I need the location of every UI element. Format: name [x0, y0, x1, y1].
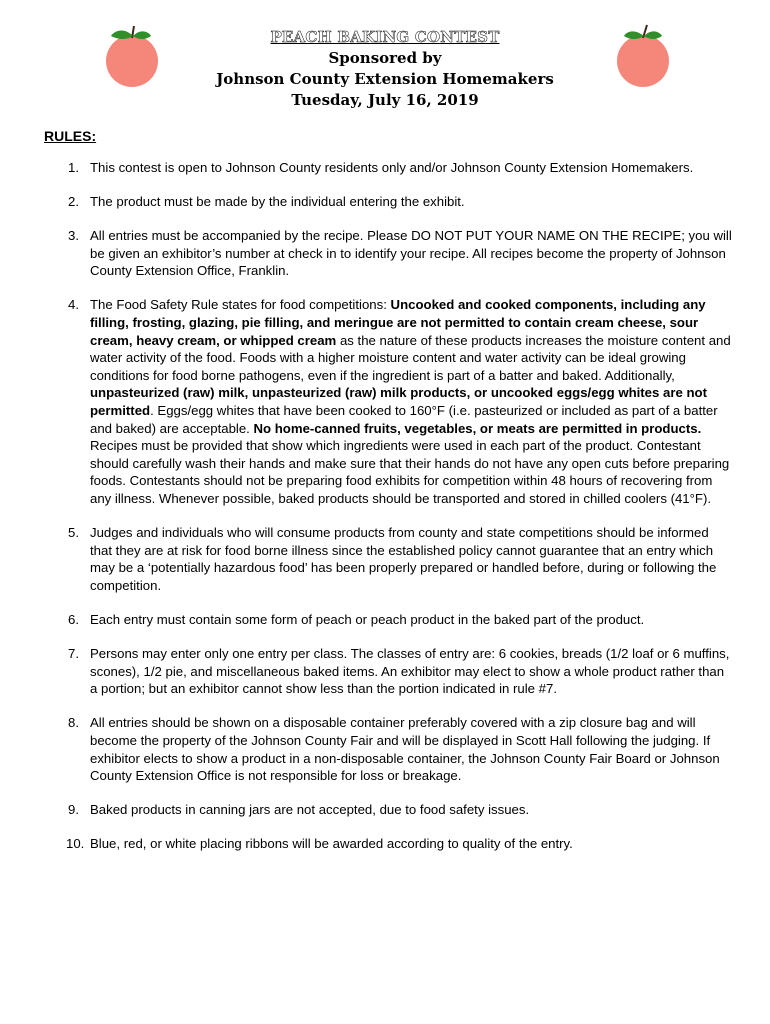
rule-bold-text: No home-canned fruits, vegetables, or meats are permitted in products. — [253, 420, 702, 436]
rule-text: Baked products in canning jars are not accepted, due to food safety issues. — [90, 802, 530, 818]
rule-bold-text: unpasteurized (raw) milk, unpasteurized (raw) milk products, or uncooked eggs/egg whites are not permitted — [90, 385, 707, 419]
rule-text: The product must be made by the individual entering the exhibit. — [90, 194, 465, 210]
rule-item — [44, 296, 732, 507]
rule-text — [90, 297, 731, 506]
rule-text: Each entry must contain some form of peach or peach product in the baked part of the product. — [90, 611, 645, 627]
organization-line: Johnson County Extension Homemakers — [216, 70, 554, 88]
rule-number: 8. — [68, 715, 79, 731]
sponsor-line: Sponsored by — [328, 49, 442, 67]
rule-text: Persons may enter only one entry per class. The classes of entry are: 6 cookies, breads (1/2 loaf or 6 muffins, scones), 1/2 pie, and miscellaneous baked items. An exhibitor may elect to show a whole product rather than a portion; but an exhibitor cannot show less than the portion indicated in rule #7. — [90, 646, 730, 697]
rule-number: 1. — [68, 160, 79, 175]
rule-item — [44, 835, 732, 853]
rule-number: 7. — [68, 646, 79, 662]
date-line: Tuesday, July 16, 2019 — [291, 91, 479, 109]
rule-item — [44, 801, 732, 819]
contest-title: PEACH BAKING CONTEST — [270, 28, 500, 46]
rule-number: 10. — [66, 836, 85, 852]
rule-text: Blue, red, or white placing ribbons will be awarded according to quality of the entry. — [90, 836, 573, 852]
rules-heading: RULES: — [44, 128, 97, 144]
rule-item — [44, 227, 732, 280]
rule-text: All entries must be accompanied by the recipe. Please DO NOT PUT YOUR NAME ON THE RECIPE; you will be given an exhibitor’s number at check in to identify your recipe. All recipes become the property of Johnson County Extension Office, Franklin. — [90, 228, 732, 279]
rule-text-part: . Eggs/egg whites that have been cooked to 160°F (i.e. pasteurized or included as part of a batter and baked) are acceptable. — [90, 403, 718, 436]
rule-text: This contest is open to Johnson County residents only and/or Johnson County Extension Homemakers. — [90, 160, 694, 175]
rule-text-part: Recipes must be provided that show which ingredients were used in each part of the product. Contestant should carefully wash their hands and make sure that their hands do not have any open cuts before preparing foods. Contestants should not be preparing food exhibits for competition within 48 hours of recovering from any illness. Whenever possible, baked products should be transported and stored in chilled coolers (41°F). — [90, 438, 730, 506]
rule-number: 5. — [68, 525, 79, 541]
rule-item — [44, 159, 732, 177]
rule-text: All entries should be shown on a disposable container preferably covered with a zip closure bag and will become the property of the Johnson County Fair and will be displayed in Scott Hall following the judging. If exhibitor elects to show a product in a non-disposable container, the Johnson County Fair Board or Johnson County Extension Office is not responsible for loss or breakage. — [90, 715, 720, 784]
rule-text: Judges and individuals who will consume products from county and state competitions should be informed that they are at risk for food borne illness since the established policy cannot guarantee that an entry which may be a ‘potentially hazardous food’ has been properly prepared or handled before, during or following the competition. — [90, 525, 717, 593]
rule-text-part: as the nature of these products increases the moisture content and water activity of the food. Foods with a higher moisture content and water activity can be ideal growing conditions for food borne pathogens, even if the ingredient is part of a batter and baked. Additionally, — [90, 332, 731, 383]
rule-number: 2. — [68, 194, 79, 210]
rule-item — [44, 714, 732, 784]
rule-number: 4. — [68, 297, 79, 313]
rule-number: 6. — [68, 611, 79, 627]
document-header — [0, 27, 770, 111]
rule-number: 9. — [68, 802, 79, 818]
rule-item — [44, 524, 732, 594]
rule-item — [44, 193, 732, 211]
rule-bold-text: Uncooked and cooked components, including any filling, frosting, glazing, pie filling, and meringue are not permitted to contain cream cheese, sour cream, heavy cream, or whipped cream — [90, 297, 706, 348]
rule-item — [44, 611, 732, 629]
rule-item — [44, 645, 732, 698]
rules-list — [44, 159, 732, 869]
rule-number: 3. — [68, 228, 79, 244]
rule-text-part: The Food Safety Rule states for food competitions: — [90, 297, 391, 313]
